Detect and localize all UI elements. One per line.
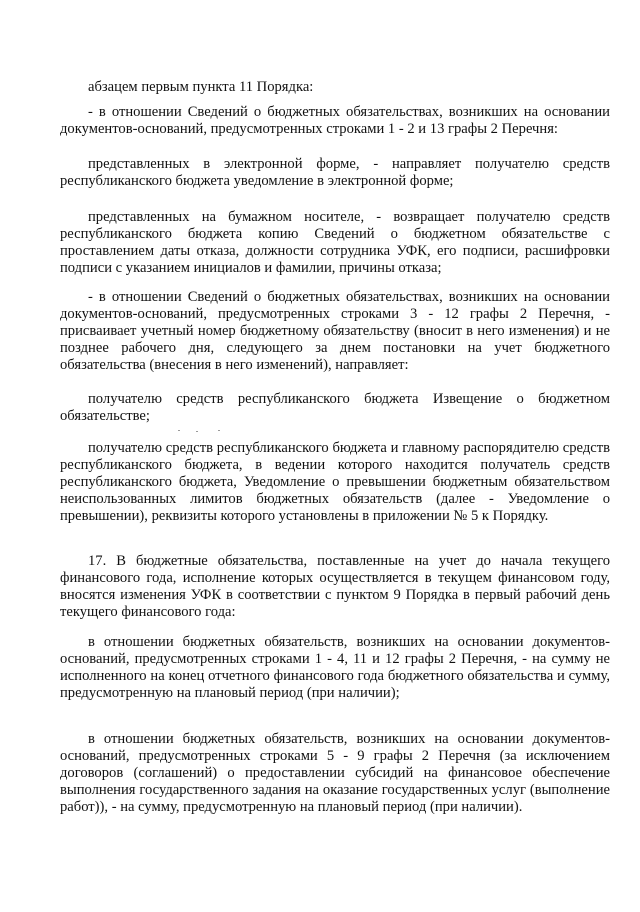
scan-speck [196,431,198,432]
paragraph-lines-1-4-11-12: в отношении бюджетных обязательств, возникших на основании документов-оснований, предусмотренных строками 1 - 4, 11 и 12 графы 2 Перечня, - на сумму не исполненного на конец отчетного финансового года бюджетного обязательства и сумму, предусмотренную на плановый период (при наличии); [60,634,610,701]
paragraph-info-lines-3-12: - в отношении Сведений о бюджетных обязательствах, возникших на основании документов-оснований, предусмотренных строками 3 - 12 графы 2 Перечня, - присваивает учетный номер бюджетному обязательству (вносит в него изменения) и не позднее рабочего дня, следующего за днем постановки на учет бюджетного обязательства (внесения в него изменений), направляет: [60,289,610,373]
paragraph-continuation: абзацем первым пункта 11 Порядка: [88,79,314,95]
paragraph-lines-5-9: в отношении бюджетных обязательств, возникших на основании документов-оснований, предусмотренных строками 5 - 9 графы 2 Перечня (за исключением договоров (соглашений) о предоставлении субсидий на финансовое обеспечение выполнения государственного задания на оказание государственных услуг (выполнение работ)), - на сумму, предусмотренную на плановый период (при наличии). [60,731,610,815]
paragraph-paper-form: представленных на бумажном носителе, - возвращает получателю средств республиканского бюджета копию Сведений о бюджетном обязательстве с проставлением даты отказа, должности сотрудника УФК, его подписи, расшифровки подписи с указанием инициалов и фамилии, причины отказа; [60,209,610,276]
paragraph-item-17: 17. В бюджетные обязательства, поставленные на учет до начала текущего финансового года, исполнение которых осуществляется в текущем финансовом году, вносятся изменения УФК в соответствии с пунктом 9 Порядка в первый рабочий день текущего финансового года: [60,553,610,620]
paragraph-notice-recipient: получателю средств республиканского бюджета Извещение о бюджетном обязательстве; [60,391,610,424]
scan-speck [218,430,220,431]
paragraph-electronic-form: представленных в электронной форме, - направляет получателю средств республиканского бюджета уведомление в электронной форме; [60,156,610,189]
paragraph-info-lines-1-2-13: - в отношении Сведений о бюджетных обязательствах, возникших на основании документов-оснований, предусмотренных строками 1 - 2 и 13 графы 2 Перечня: [60,104,610,137]
paragraph-excess-notice: получателю средств республиканского бюджета и главному распорядителю средств республиканского бюджета, в ведении которого находится получатель средств республиканского бюджета, Уведомление о превышении бюджетным обязательством неиспользованных лимитов бюджетных обязательств (далее - Уведомление о превышении), реквизиты которого установлены в приложении № 5 к Порядку. [60,440,610,524]
scan-speck [178,430,180,431]
